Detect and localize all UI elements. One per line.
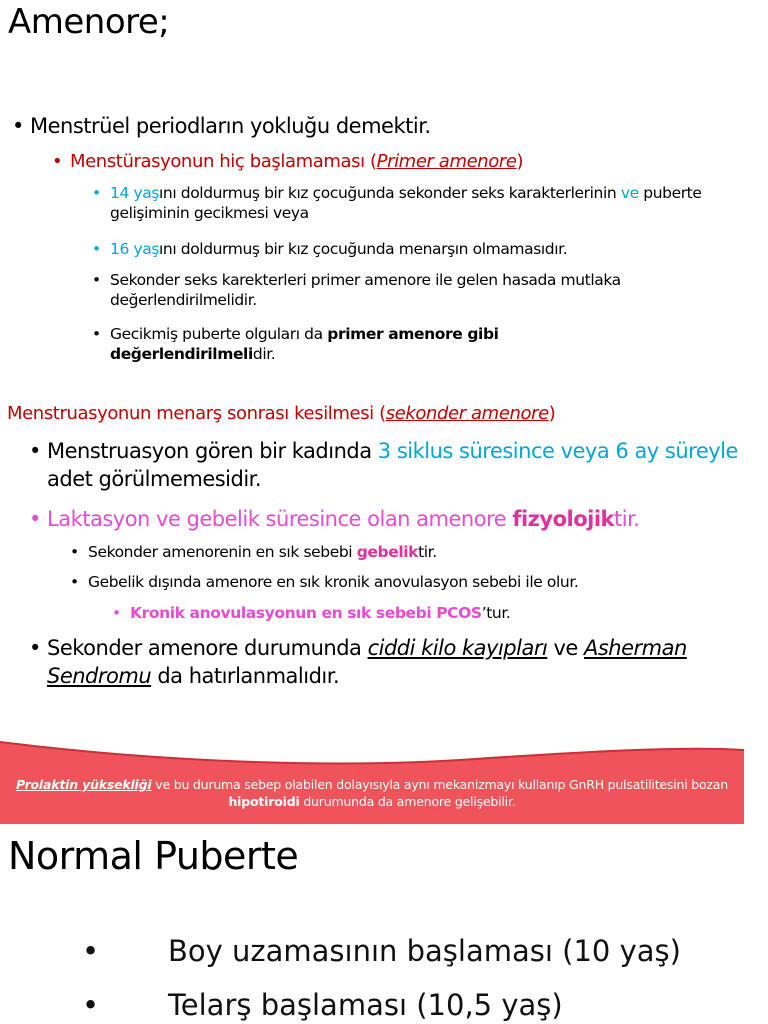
puberte-item: • Telarş başlaması (10,5 yaş) xyxy=(82,988,563,1022)
primer-heading: • Menstürasyonun hiç başlamaması (Primer amenore) xyxy=(52,151,524,172)
bullet-icon: • xyxy=(70,543,79,561)
bullet-icon: • xyxy=(12,114,24,138)
bullet-icon: • xyxy=(92,240,101,258)
bullet-icon: • xyxy=(92,325,101,343)
bullet-icon: • xyxy=(70,573,79,591)
slide-title: Amenore; xyxy=(8,2,170,42)
bullet-icon: • xyxy=(82,988,100,1022)
primer-item: • 16 yaşını doldurmuş bir kız çocuğunda menarşın olmamasıdır. xyxy=(92,240,568,258)
definition-item xyxy=(12,112,750,140)
bullet-icon: • xyxy=(82,934,100,968)
bullet-icon: • xyxy=(29,507,41,531)
primer-term: Primer amenore xyxy=(376,151,517,172)
sekonder-item: • Menstruasyon gören bir kadında 3 siklus süresince veya 6 ay süreyle adet görülmemesidir. xyxy=(29,439,738,491)
sekonder-item: • Sekonder amenore durumunda ciddi kilo kayıpları ve Asherman Sendromu da hatırlanmalıdır. xyxy=(29,636,687,688)
bullet-icon: • xyxy=(92,184,101,202)
sekonder-term: sekonder amenore xyxy=(385,403,549,424)
primer-item: • Sekonder seks karekterleri primer amenore ile gelen hasada mutlaka değerlendirilmelidir. xyxy=(92,271,621,309)
bullet-icon: • xyxy=(52,151,63,172)
sekonder-item: • Laktasyon ve gebelik süresince olan amenore fizyolojiktir. xyxy=(29,507,640,531)
primer-item: • 14 yaşını doldurmuş bir kız çocuğunda sekonder seks karakterlerinin ve puberte gelişiminin gecikmesi veya xyxy=(92,184,702,222)
puberte-item: • Boy uzamasının başlaması (10 yaş) xyxy=(82,934,681,968)
sekonder-heading: Menstruasyonun menarş sonrası kesilmesi (sekonder amenore) xyxy=(7,403,556,424)
slide-title: Normal Puberte xyxy=(8,834,299,878)
bullet-icon: • xyxy=(112,604,121,622)
sekonder-subsubitem: • Kronik anovulasyonun en sık sebebi PCOS’tur. xyxy=(112,604,511,622)
banner-note: Prolaktin yüksekliği ve bu duruma sebep olabilen dolayısıyla aynı mekanizmayı kullanıp GnRH pulsatilitesini bozan hipotiroidi durumunda da amenore gelişebilir. xyxy=(16,777,728,809)
primer-item: • Gecikmiş puberte olguları da primer amenore gibi değerlendirilmelidir. xyxy=(92,325,499,363)
bullet-icon: • xyxy=(92,271,101,289)
bullet-icon: • xyxy=(29,636,41,660)
sekonder-subitem: • Gebelik dışında amenore en sık kronik anovulasyon sebebi ile olur. xyxy=(70,573,579,591)
definition-text: Menstrüel periodların yokluğu demektir. xyxy=(30,114,431,138)
sekonder-subitem: • Sekonder amenorenin en sık sebebi gebeliktir. xyxy=(70,543,437,561)
bullet-icon: • xyxy=(29,439,41,463)
